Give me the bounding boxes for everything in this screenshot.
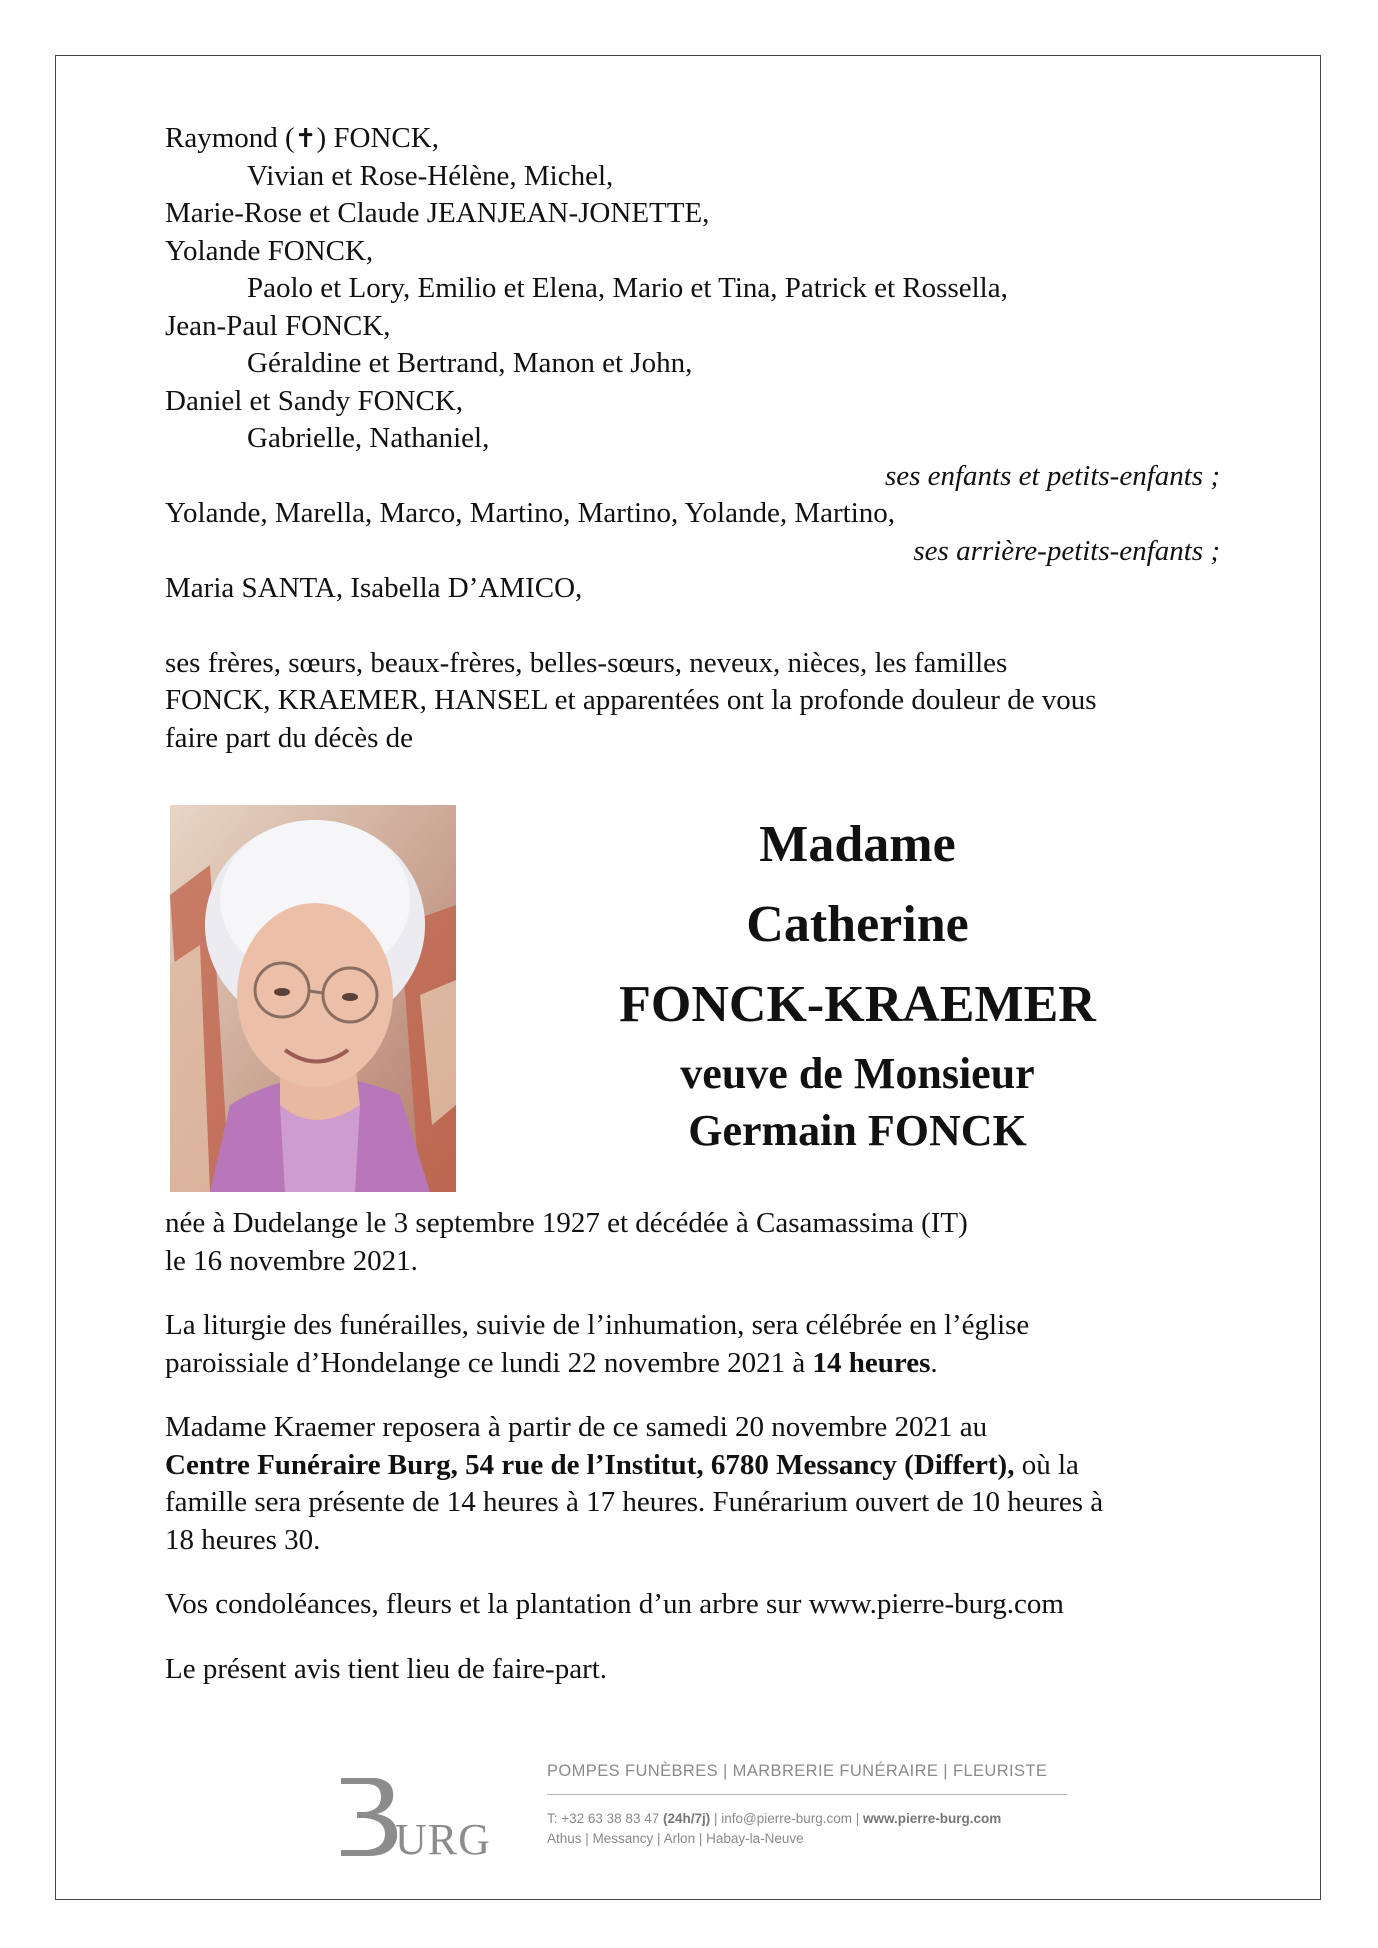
liturgy-time: 14 heures [812, 1346, 931, 1379]
intro-line: ses frères, sœurs, beaux-frères, belles-sœurs, neveux, nièces, les familles [165, 646, 1008, 679]
intro-line: faire part du décès de [165, 721, 413, 754]
portrait-block [165, 805, 1220, 1205]
footer-contact: T: +32 63 38 83 47 (24h/7j) | info@pierre-burg.com | www.pierre-burg.com [547, 1811, 1002, 1826]
burg-logo [333, 1770, 503, 1860]
family-line: Maria SANTA, Isabella D’AMICO, [165, 572, 583, 604]
family-line: Paolo et Lory, Emilio et Elena, Mario et Tina, Patrick et Rossella, [247, 272, 1008, 304]
deceased-name-block [495, 805, 1220, 1159]
footer-text [547, 1760, 1067, 1849]
family-line: Gabrielle, Nathaniel, [247, 422, 490, 454]
family-line: Jean-Paul FONCK, [165, 309, 391, 342]
footer-locations: Athus | Messancy | Arlon | Habay-la-Neuve [547, 1831, 804, 1846]
visitation-paragraph: Madame Kraemer reposera à partir de ce samedi 20 novembre 2021 au Centre Funéraire Burg, 54 rue de l’Institut, 6780 Messancy (Differt), où la famille sera présente de 14 heures à 17 heures. Funérarium ouvert de 10 heures à 18 heures 30. [165, 1411, 1104, 1556]
family-line: Vivian et Rose-Hélène, Michel, [247, 159, 614, 192]
family-line: Yolande FONCK, [165, 234, 374, 267]
footer-website-link[interactable]: www.pierre-burg.com [863, 1811, 1002, 1826]
widow-line: veuve de Monsieur [680, 1049, 1035, 1098]
family-line: Daniel et Sandy FONCK, [165, 384, 464, 417]
family-line: Géraldine et Bertrand, Manon et John, [247, 347, 693, 379]
portrait-illustration [170, 805, 456, 1192]
spouse-name: Germain FONCK [688, 1106, 1027, 1155]
intro-line: FONCK, KRAEMER, HANSEL et apparentées ont la profonde douleur de vous [165, 684, 1097, 716]
deceased-first-name: Catherine [746, 896, 969, 953]
spacer [165, 608, 1220, 645]
condolences-paragraph: Vos condoléances, fleurs et la plantation d’un arbre sur www.pierre-burg.com [165, 1588, 1064, 1620]
notice-paragraph: Le présent avis tient lieu de faire-part. [165, 1652, 608, 1685]
funeral-center-address: Centre Funéraire Burg, 54 rue de l’Institut, 6780 Messancy (Differt), [165, 1448, 1015, 1481]
deceased-title: Madame [759, 816, 956, 873]
obituary-content [165, 120, 1220, 1715]
cross-icon: ✝ [294, 124, 317, 153]
footer-services: POMPES FUNÈBRES | MARBRERIE FUNÉRAIRE | FLEURISTE [547, 1760, 1067, 1795]
family-line: Yolande, Marella, Marco, Martino, Martino, Yolande, Martino, [165, 497, 895, 529]
family-line-raymond: Raymond (✝) FONCK, [165, 122, 439, 154]
svg-text:URG: URG [395, 1815, 491, 1860]
family-role-children: ses enfants et petits-enfants ; [884, 459, 1220, 492]
footer [333, 1760, 1053, 1870]
family-line: Marie-Rose et Claude JEANJEAN-JONETTE, [165, 197, 710, 229]
portrait-photo [170, 805, 456, 1192]
birth-death-paragraph: née à Dudelange le 3 septembre 1927 et décédée à Casamassima (IT) le 16 novembre 2021. [165, 1207, 968, 1277]
deceased-last-name: FONCK-KRAEMER [619, 976, 1096, 1033]
liturgy-paragraph: La liturgie des funérailles, suivie de l’inhumation, sera célébrée en l’église paroissiale d’Hondelange ce lundi 22 novembre 2021 à 14 heures. [165, 1309, 1030, 1379]
family-role-great-grandchildren: ses arrière-petits-enfants ; [913, 534, 1220, 567]
